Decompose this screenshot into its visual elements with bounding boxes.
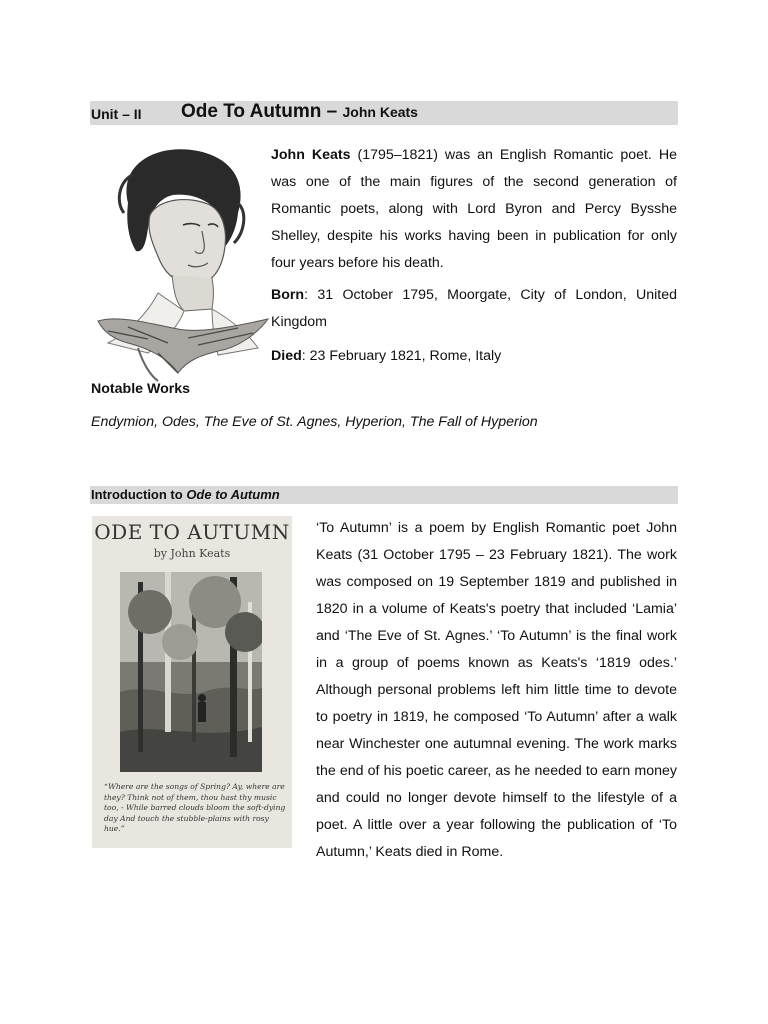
cover-byline: by John Keats xyxy=(153,547,231,560)
work-title: The Fall of Hyperion xyxy=(409,414,538,430)
work-separator: , xyxy=(402,414,410,430)
work-separator: , xyxy=(154,414,162,430)
born-label: Born xyxy=(271,287,305,303)
born-value: : 31 October 1795, Moorgate, City of London, United Kingdom xyxy=(271,287,677,330)
page-title xyxy=(181,101,418,123)
born-paragraph xyxy=(271,282,677,336)
bio-paragraph xyxy=(271,142,677,277)
intro-heading-title: Ode to Autumn xyxy=(186,487,280,502)
book-cover-image xyxy=(92,516,292,848)
work-title: Hyperion xyxy=(345,414,403,430)
died-paragraph xyxy=(271,343,677,370)
intro-heading-prefix: Introduction to xyxy=(91,487,187,502)
title-dash: – xyxy=(321,101,343,122)
work-title: Endymion xyxy=(91,414,155,430)
notable-works-list xyxy=(91,414,538,430)
autumn-landscape-painting xyxy=(120,572,262,772)
intro-paragraph: ‘To Autumn’ is a poem by English Romantic poet John Keats (31 October 1795 – 23 February 1821). The work was composed on 19 September 1819 and published in 1820 in a volume of Keats's poetry that included ‘Lamia’ and ‘The Eve of St. Agnes.’ ‘To Autumn’ is the final work in a group of poems known as Keats's ‘1819 odes.’ Although personal problems left him little time to devote to poetry in 1819, he composed ‘To Autumn’ after a walk near Winchester one autumnal evening. The work marks the end of his poetic career, as he needed to earn money and could no longer devote himself to the lifestyle of a poet. A little over a year following the publication of ‘To Autumn,’ Keats died in Rome. xyxy=(316,520,677,860)
intro-heading xyxy=(91,487,280,502)
died-label: Died xyxy=(271,348,302,364)
unit-label: Unit – II xyxy=(91,106,142,122)
keats-portrait-image xyxy=(88,143,270,383)
title-author: John Keats xyxy=(342,104,418,120)
work-title: The Eve of St. Agnes xyxy=(203,414,338,430)
title-text: Ode To Autumn xyxy=(181,101,322,122)
bio-text: (1795–1821) was an English Romantic poet. He was one of the main figures of the second generation of Romantic poets, along with Lord Byron and Percy Bysshe Shelley, despite his works having been in publication for only four years before his death. xyxy=(271,147,677,271)
cover-quote: “Where are the songs of Spring? Ay, where are they? Think not of them, thou hast thy music too, - While barred clouds bloom the soft-dying day And touch the stubble-plains with rosy hue.” xyxy=(104,782,286,833)
work-separator: , xyxy=(195,414,204,430)
notable-works-heading: Notable Works xyxy=(91,381,191,397)
work-separator: , xyxy=(337,414,346,430)
cover-title: ODE TO AUTUMN xyxy=(94,520,290,544)
work-title: Odes xyxy=(161,414,196,430)
died-value: : 23 February 1821, Rome, Italy xyxy=(301,348,502,364)
bio-name: John Keats xyxy=(271,147,351,163)
